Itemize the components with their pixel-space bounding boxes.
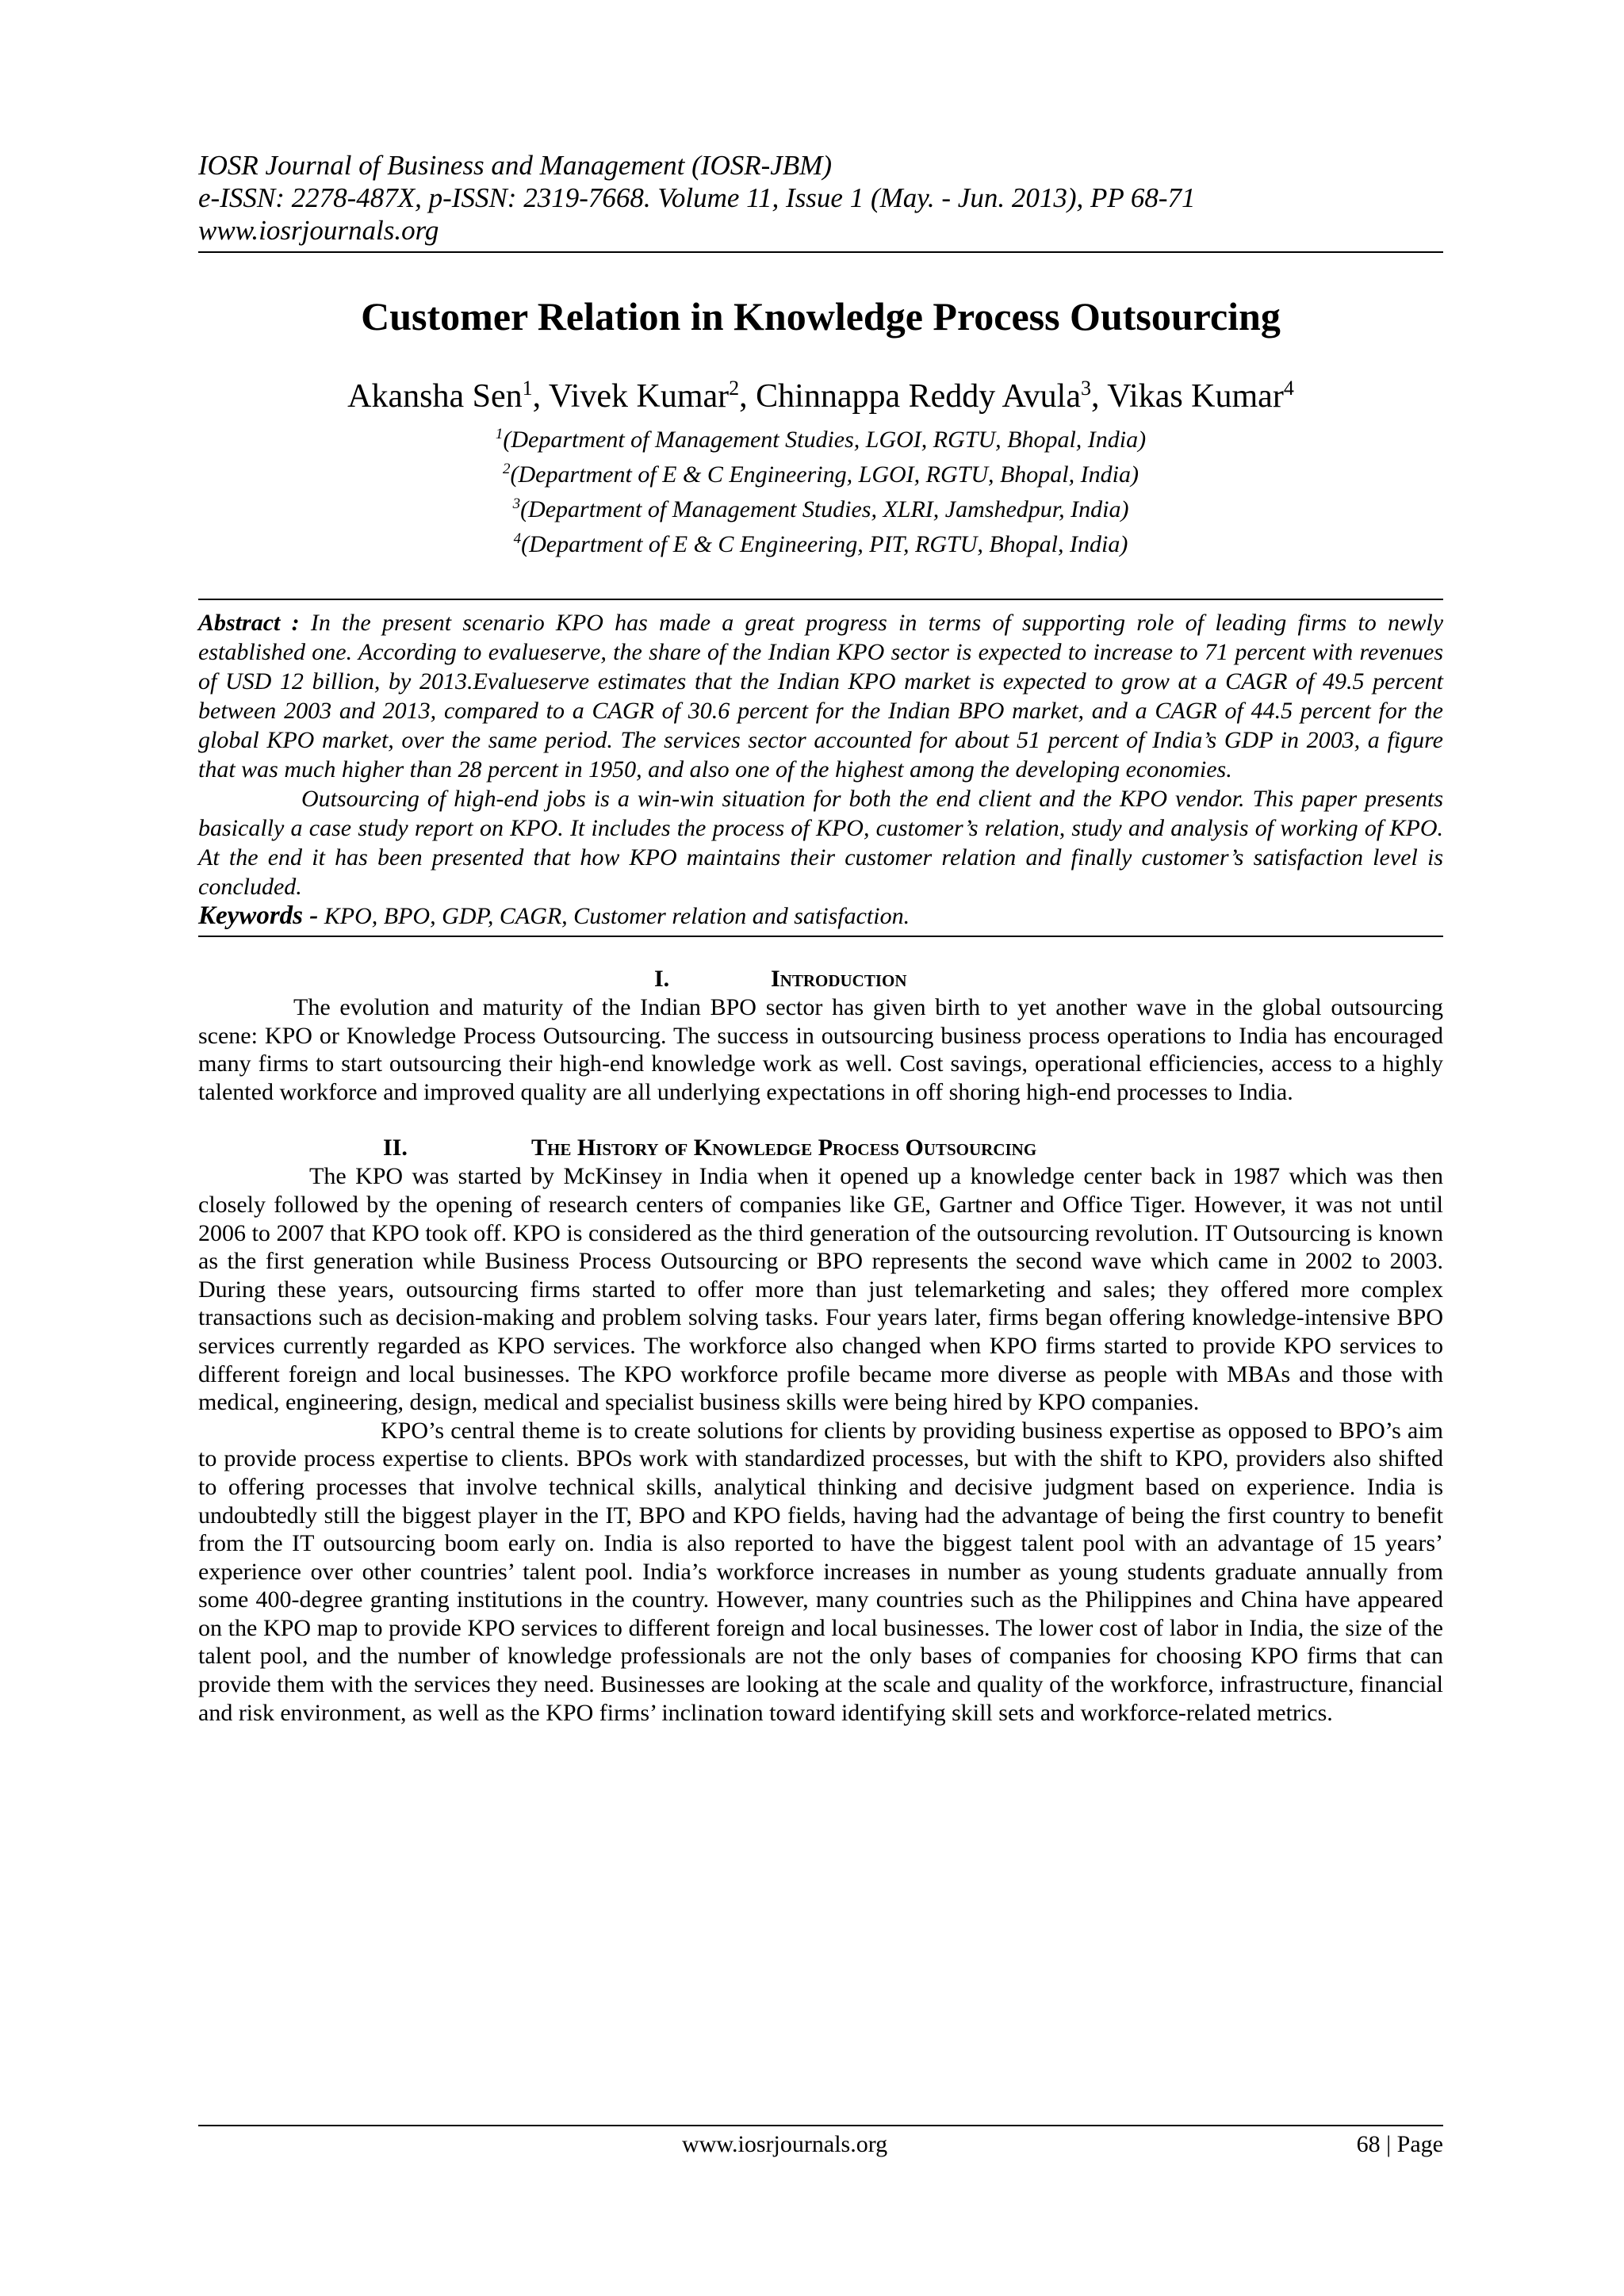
abstract-paragraph: Outsourcing of high-end jobs is a win-win situation for both the end client and the KPO vendor. This paper presents basically a case study report on KPO. It includes the process of KPO, customer’s relation, study and analysis of working of KPO. At the end it has been presented that how KPO maintains their customer relation and finally customer’s satisfaction level is concluded. [198,786,1443,900]
abstract-text: In the present scenario KPO has made a great progress in terms of supporting role of leading firms to newly established one. According to evalueserve, the share of the Indian KPO sector is expected to increase to 71 percent with revenues of USD 12 billion, by 2013.Evalueserve estimates that the Indian KPO market is expected to grow at a CAGR of 49.5 percent between 2003 and 2013, compared to a CAGR of 30.6 percent for the Indian BPO market, and a CAGR of 44.5 percent for the global KPO market, over the same period. The services sector accounted for about 51 percent of India’s GDP in 2003, a figure that was much higher than 28 percent in 1950, and also one of the highest among the developing economies. [198,610,1444,783]
keywords [198,901,1443,931]
affiliation-text: (Department of E & C Engineering, PIT, RGTU, Bhopal, India) [521,531,1128,557]
author-sup: 2 [729,377,740,400]
affiliation [198,419,1443,454]
abstract-top-divider [198,599,1443,600]
affiliation-text: (Department of E & C Engineering, LGOI, RGTU, Bhopal, India) [510,461,1139,488]
author-sep: , [532,378,549,415]
affiliation-sup: 2 [503,461,511,477]
affiliation [198,524,1443,559]
journal-header [198,149,1443,247]
affiliation-sup: 1 [495,426,504,442]
affiliation-text: (Department of Management Studies, LGOI, RGTU, Bhopal, India) [503,427,1147,453]
section-heading [198,1133,1443,1162]
journal-name: IOSR Journal of Business and Management (IOSR-JBM) [198,150,832,181]
keywords-text: KPO, BPO, GDP, CAGR, Customer relation and satisfaction. [318,903,910,929]
section-title: Introduction [771,966,907,992]
footer-url: www.iosrjournals.org [682,2131,888,2157]
section-number: I. [654,966,670,992]
section-number: II. [383,1135,408,1161]
paper-title: Customer Relation in Knowledge Process Outsourcing [361,294,1281,339]
affiliation-sup: 4 [513,530,522,547]
journal-issn: e-ISSN: 2278-487X, p-ISSN: 2319-7668. Volume 11, Issue 1 (May. - Jun. 2013), PP 68-71 [198,182,1196,213]
affiliation-sup: 3 [512,496,521,512]
section-title: The History of Knowledge Process Outsourcing [531,1135,1037,1161]
author-sup: 1 [522,377,533,400]
abstract [198,608,1443,901]
section-heading [198,964,1443,993]
page-footer [198,2131,1443,2163]
paper-body [198,964,1443,1727]
affiliation-list [198,419,1443,559]
author-sep: , [1090,378,1108,415]
page-number: 68 | Page [1356,2131,1443,2157]
header-divider [198,251,1443,253]
abstract-bottom-divider [198,936,1443,937]
section-paragraph: The evolution and maturity of the Indian BPO sector has given birth to yet another wave in the global outsourcing scene: KPO or Knowledge Process Outsourcing. The success in outsourcing business process operations to India has encouraged many firms to start outsourcing their high-end knowledge work as well. Cost savings, operational efficiencies, access to a highly talented workforce and improved quality are all underlying expectations in off shoring high-end processes to India. [198,994,1443,1105]
author-sep: , [739,378,756,415]
author-sup: 3 [1080,377,1091,400]
abstract-paragraph [198,608,1443,784]
author-sup: 4 [1283,377,1294,400]
author-name: Vivek Kumar [548,378,730,415]
author-name: Akansha Sen [347,378,523,415]
author-name: Chinnappa Reddy Avula [756,378,1081,415]
abstract-label: Abstract : [198,610,300,636]
author-list [198,369,1443,416]
affiliation [198,454,1443,489]
affiliation-text: (Department of Management Studies, XLRI, Jamshedpur, India) [520,496,1129,522]
author-name: Vikas Kumar [1107,378,1284,415]
journal-url: www.iosrjournals.org [198,215,439,246]
footer-divider [198,2125,1443,2126]
section-paragraph: KPO’s central theme is to create solutions for clients by providing business expertise as opposed to BPO’s aim to provide process expertise to clients. BPOs work with standardized processes, but with the shift to KPO, providers also shifted to offering processes that involve technical skills, analytical thinking and decisive judgment based on experience. India is undoubtedly still the biggest player in the IT, BPO and KPO fields, having had the advantage of being the first country to benefit from the IT outsourcing boom early on. India is also reported to have the biggest talent pool with an advantage of 15 years’ experience over other countries’ talent pool. India’s workforce increases in number as young students graduate annually from some 400-degree granting institutions in the country. However, many countries such as the Philippines and China have appeared on the KPO map to provide KPO services to different foreign and local businesses. The lower cost of labor in India, the size of the talent pool, and the number of knowledge professionals are not the only bases of companies for choosing KPO firms that can provide them with the services they need. Businesses are looking at the scale and quality of the workforce, infrastructure, financial and risk environment, as well as the KPO firms’ inclination toward identifying skill sets and workforce-related metrics. [198,1417,1443,1726]
keywords-label: Keywords - [198,901,319,930]
section-paragraph: The KPO was started by McKinsey in India when it opened up a knowledge center back in 1987 which was then closely followed by the opening of research centers of companies like GE, Gartner and Office Tiger. However, it was not until 2006 to 2007 that KPO took off. KPO is considered as the third generation of the outsourcing revolution. IT Outsourcing is known as the first generation while Business Process Outsourcing or BPO represents the second wave which came in 2002 to 2003. During these years, outsourcing firms started to offer more than just telemarketing and sales; they offered more complex transactions such as decision-making and problem solving tasks. Four years later, firms began offering knowledge-intensive BPO services currently regarded as KPO services. The workforce also changed when KPO firms started to provide KPO services to different foreign and local businesses. The KPO workforce profile became more diverse as people with MBAs and those with medical, engineering, design, medical and specialist business skills were being hired by KPO companies. [198,1163,1443,1416]
paper-page [198,149,1443,1727]
affiliation [198,489,1443,524]
